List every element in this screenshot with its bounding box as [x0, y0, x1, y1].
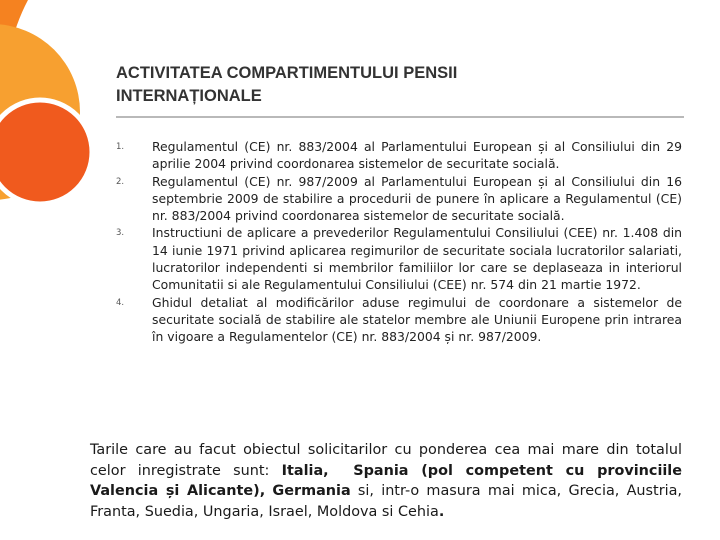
list-number: 2. — [116, 176, 125, 187]
list-item-text: Regulamentul (CE) nr. 883/2004 al Parlamentului European și al Consiliului din 29 aprilie 2004 privind coordonarea sistemelor de securitate socială. — [152, 139, 682, 172]
country-germania: Germania — [272, 483, 351, 499]
list-item-text: Ghidul detaliat al modificărilor aduse regimului de coordonare a sistemelor de securitate socială de stabilire ale statelor membre ale Uniunii Europene prin intrarea în vigoare a Regulamentelor (CE) nr. 883/2004 și nr. 987/2009. — [152, 294, 682, 345]
list-item — [110, 224, 682, 293]
country-italia: Italia, — [281, 462, 329, 479]
page-title — [116, 62, 676, 108]
title-line-1: ACTIVITATEA COMPARTIMENTULUI PENSII — [116, 64, 458, 82]
summary-end: . — [438, 503, 445, 520]
list-number: 3. — [116, 228, 125, 239]
summary-paragraph — [90, 440, 682, 522]
list-item — [110, 173, 682, 225]
list-item-text: Regulamentul (CE) nr. 987/2009 al Parlamentului European și al Consiliului din 16 septembrie 2009 de stabilire a procedurii de punere în aplicare a Regulamentul (CE) nr. 883/2004 privind coordonarea sistemelor de securitate socială. — [152, 173, 682, 224]
list-number: 4. — [116, 297, 125, 308]
list-item — [110, 138, 682, 173]
summary-rest: si, intr-o masura mai mica, Grecia, Austria, Franta, Suedia, Ungaria, Israel, Moldova si Cehia — [90, 483, 682, 520]
country-spania: Spania (pol competent cu provinciile Valencia și Alicante), — [90, 462, 682, 499]
regulations-list — [110, 138, 682, 346]
list-item-text: Instructiuni de aplicare a prevederilor Regulamentului Consiliului (CEE) nr. 1.408 din 14 iunie 1971 privind aplicarea regimurilor de securitate sociala lucratorilor salariati, lucratorilor independenti si membrilor familiilor lor care se deplaseaza in interiorul Comunitatii si ale Regulamentului Consiliului (CEE) nr. 574 din 21 martie 1972. — [152, 225, 682, 293]
list-number: 1. — [116, 142, 125, 152]
title-line-2: INTERNAȚIONALE — [116, 87, 262, 105]
list-item — [110, 294, 682, 346]
summary-intro: Tarile care au facut obiectul solicitarilor cu ponderea cea mai mare din totalul celor inregistrate sunt: — [90, 442, 682, 479]
title-divider — [116, 116, 684, 118]
